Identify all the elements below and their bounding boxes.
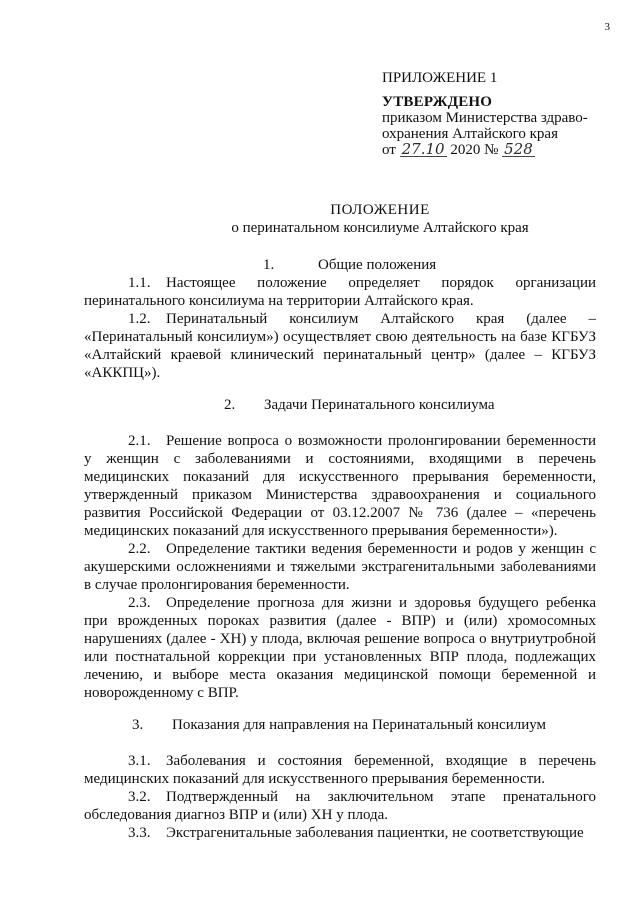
order-date-row — [382, 142, 622, 158]
paragraph-text: Настоящее положение определяет порядок организации перинатального консилиума на территории Алтайского края. — [84, 275, 596, 309]
paragraph-number: 3.3. — [128, 825, 151, 841]
section-number: 3. — [132, 717, 144, 733]
paragraph-text: Подтвержденный на заключительном этапе пренатального обследования диагноз ВПР и (или) ХН у плода. — [84, 789, 596, 823]
paragraph-text: Перинатальный консилиум Алтайского края (далее – «Перинатальный консилиум») осуществляет свою деятельность на базе КГБУЗ «Алтайский краевой клинический перинатальный центр» (далее – КГБУЗ «АККПЦ»). — [84, 311, 596, 381]
paragraph-3-2 — [84, 788, 596, 824]
page-number: 3 — [604, 21, 610, 33]
paragraph-number: 1.1. — [128, 275, 151, 291]
paragraph-text: Заболевания и состояния беременной, входящие в перечень медицинских показаний для искусственного прерывания беременности. — [84, 753, 596, 787]
paragraph-number: 2.2. — [128, 541, 151, 557]
paragraph-3-1 — [84, 752, 596, 788]
paragraph-number: 3.2. — [128, 789, 151, 805]
handwritten-order-number: 528 — [504, 140, 533, 158]
paragraph-number: 3.1. — [128, 753, 151, 769]
handwritten-date: 27.10 — [401, 140, 445, 158]
order-line-1: приказом Министерства здраво- — [382, 110, 588, 126]
date-prefix: от — [382, 142, 396, 158]
document-subtitle: о перинатальном консилиуме Алтайского края — [231, 220, 529, 236]
paragraph-text: Определение прогноза для жизни и здоровья будущего ребенка при врожденных пороках развития (далее - ВПР) и (или) хромосомных нарушениях (далее - ХН) у плода, включая решение вопроса о внутриутробной или постнатальной коррекции при установленных ВПР плода, подлежащих лечению, и выборе места оказания медицинской помощи беременной и новорожденному с ВПР. — [84, 595, 596, 701]
order-line-2: охранения Алтайского края — [382, 126, 558, 142]
paragraph-number: 2.3. — [128, 595, 151, 611]
paragraph-text: Решение вопроса о возможности пролонгировании беременности у женщин с заболеваниями и состояниями, входящими в перечень медицинских показаний для искусственного прерывания беременности, утвержденный приказом Министерства здравоохранения и социального развития Российской Федерации от 03.12.2007 № 736 (далее – «перечень медицинских показаний для искусственного прерывания беременности»). — [84, 433, 596, 539]
order-year: 2020 № — [450, 142, 499, 158]
paragraph-3-3 — [84, 824, 596, 842]
paragraph-1-1 — [84, 274, 596, 310]
paragraph-2-2 — [84, 540, 596, 594]
approval-block — [382, 70, 622, 158]
paragraph-number: 1.2. — [128, 311, 151, 327]
approved-label: УТВЕРЖДЕНО — [382, 94, 493, 110]
paragraph-2-1 — [84, 432, 596, 540]
paragraph-1-2 — [84, 310, 596, 382]
appendix-label: ПРИЛОЖЕНИЕ 1 — [382, 70, 498, 86]
paragraph-number: 2.1. — [128, 433, 151, 449]
section-number: 1. — [263, 257, 275, 273]
section-title: Показания для направления на Перинатальный консилиум — [172, 717, 547, 733]
section-title: Общие положения — [318, 257, 437, 273]
section-number: 2. — [224, 397, 236, 413]
document-title: ПОЛОЖЕНИЕ — [330, 202, 430, 218]
section-title: Задачи Перинатального консилиума — [264, 397, 495, 413]
paragraph-text: Экстрагенитальные заболевания пациентки, не соответствующие — [166, 825, 584, 841]
paragraph-2-3 — [84, 594, 596, 702]
paragraph-text: Определение тактики ведения беременности и родов у женщин с акушерскими осложнениями и тяжелыми экстрагенитальными заболеваниями в случае пролонгирования беременности. — [84, 541, 596, 593]
